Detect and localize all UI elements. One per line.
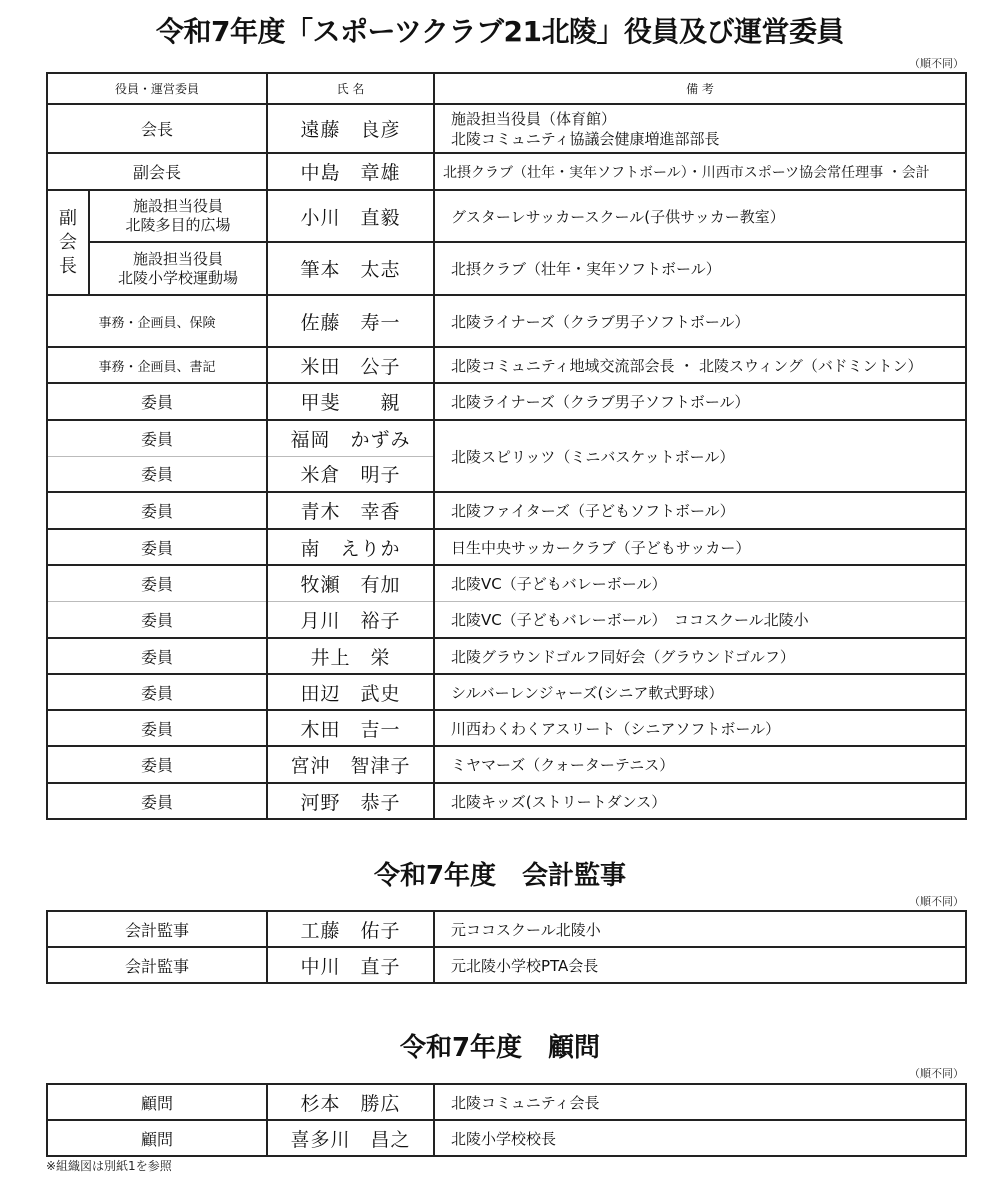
name-cell: 中川 直子 <box>267 947 434 983</box>
name-cell: 杉本 勝広 <box>267 1084 434 1120</box>
name-cell: 牧瀬 有加 <box>267 565 434 601</box>
vice-label-char: 長 <box>59 255 77 277</box>
remarks-cell: 元北陵小学校PTA会長 <box>434 947 966 983</box>
order-note: （順不同） <box>909 895 964 908</box>
role-cell: 委員 <box>47 456 267 492</box>
name-cell: 工藤 佑子 <box>267 911 434 947</box>
role-cell: 委員 <box>47 638 267 674</box>
role-cell: 委員 <box>47 783 267 819</box>
table-row-member <box>47 601 966 638</box>
role-cell: 委員 <box>47 746 267 783</box>
header-remarks: 備 考 <box>434 73 966 104</box>
name-cell: 小川 直毅 <box>267 190 434 242</box>
vice-group-label <box>47 190 89 295</box>
vice-label-char: 会 <box>59 231 77 253</box>
remarks-cell: 北陵ライナーズ（クラブ男子ソフトボール） <box>434 295 966 347</box>
role-cell: 顧問 <box>47 1120 267 1156</box>
name-cell: 喜多川 昌之 <box>267 1120 434 1156</box>
table-row-member <box>47 674 966 710</box>
name-cell: 田辺 武史 <box>267 674 434 710</box>
remarks-cell: 元ココスクール北陵小 <box>434 911 966 947</box>
remarks-cell: グスターレサッカースクール(子供サッカー教室） <box>434 190 966 242</box>
remarks-cell: 北陵VC（子どもバレーボール） <box>434 565 966 601</box>
role-cell: 委員 <box>47 383 267 420</box>
table-row-member <box>47 383 966 420</box>
remarks-cell: ミヤマーズ（クォーターテニス） <box>434 746 966 783</box>
table-row-advisor <box>47 1084 966 1120</box>
table-row-member <box>47 638 966 674</box>
remarks-cell: 北陵キッズ(ストリートダンス） <box>434 783 966 819</box>
header-role: 役員・運営委員 <box>47 73 267 104</box>
role-cell: 会計監事 <box>47 911 267 947</box>
remarks-cell: 北陵スピリッツ（ミニバスケットボール） <box>434 420 966 492</box>
role-cell <box>89 242 267 295</box>
table-row-member <box>47 710 966 746</box>
role-cell: 委員 <box>47 529 267 565</box>
name-cell: 遠藤 良彦 <box>267 104 434 153</box>
advisors-table <box>46 1083 967 1157</box>
table-row-member <box>47 529 966 565</box>
table-row-member <box>47 565 966 601</box>
role-cell: 委員 <box>47 710 267 746</box>
officers-table <box>46 72 967 820</box>
remarks-cell: 川西わくわくアスリート（シニアソフトボール） <box>434 710 966 746</box>
table-row-member <box>47 420 966 456</box>
table-row-vice-president <box>47 153 966 190</box>
remarks-line: 北陵コミュニティ協議会健康増進部部長 <box>451 129 720 148</box>
remarks-cell: 北摂クラブ（壮年・実年ソフトボール）・川西市スポーツ協会常任理事 ・会計 <box>434 153 966 190</box>
remarks-cell: 北陵コミュニティ会長 <box>434 1084 966 1120</box>
page-title: 令和7年度「スポーツクラブ21北陵」役員及び運営委員 <box>155 15 845 48</box>
remarks-cell: 北陵グラウンドゴルフ同好会（グラウンドゴルフ） <box>434 638 966 674</box>
role-cell: 会長 <box>47 104 267 153</box>
name-cell: 井上 栄 <box>267 638 434 674</box>
role-line: 北陵小学校運動場 <box>118 268 239 287</box>
remarks-cell: 北陵コミュニティ地域交流部会長 ・ 北陵スウィング（バドミントン） <box>434 347 966 383</box>
role-cell: 委員 <box>47 674 267 710</box>
audit-title: 令和7年度 会計監事 <box>373 861 627 891</box>
name-cell: 河野 恭子 <box>267 783 434 819</box>
remarks-line: 施設担当役員（体育館） <box>451 109 617 128</box>
remarks-cell: 北陵小学校校長 <box>434 1120 966 1156</box>
role-cell <box>89 190 267 242</box>
table-row-audit <box>47 911 966 947</box>
remarks-cell: 北陵ライナーズ（クラブ男子ソフトボール） <box>434 383 966 420</box>
remarks-cell: 北陵VC（子どもバレーボール） ココスクール北陵小 <box>434 601 966 638</box>
role-cell: 委員 <box>47 420 267 456</box>
table-row-vice-1 <box>47 190 966 242</box>
table-row-member <box>47 783 966 819</box>
table-row-office <box>47 295 966 347</box>
table-row-vice-2 <box>47 242 966 295</box>
header-row <box>47 73 966 104</box>
remarks-cell: 北摂クラブ（壮年・実年ソフトボール） <box>434 242 966 295</box>
name-cell: 中島 章雄 <box>267 153 434 190</box>
role-cell: 事務・企画員、保険 <box>47 295 267 347</box>
name-cell: 佐藤 寿一 <box>267 295 434 347</box>
role-cell: 副会長 <box>47 153 267 190</box>
audit-table <box>46 910 967 984</box>
table-row-member <box>47 492 966 529</box>
name-cell: 南 えりか <box>267 529 434 565</box>
advisors-title: 令和7年度 顧問 <box>399 1033 601 1063</box>
name-cell: 木田 吉一 <box>267 710 434 746</box>
header-name: 氏 名 <box>267 73 434 104</box>
table-row-office <box>47 347 966 383</box>
table-row-member <box>47 746 966 783</box>
role-line: 北陵多目的広場 <box>125 216 231 234</box>
footnote: ※組織図は別紙1を参照 <box>46 1159 172 1173</box>
name-cell: 月川 裕子 <box>267 601 434 638</box>
name-cell: 米倉 明子 <box>267 456 434 492</box>
role-line: 施設担当役員 <box>133 249 224 268</box>
name-cell: 筆本 太志 <box>267 242 434 295</box>
remarks-cell: 日生中央サッカークラブ（子どもサッカー） <box>434 529 966 565</box>
remarks-cell <box>434 104 966 153</box>
remarks-cell: シルバーレンジャーズ(シニア軟式野球） <box>434 674 966 710</box>
table-row-president <box>47 104 966 153</box>
role-cell: 委員 <box>47 601 267 638</box>
table-row-advisor <box>47 1120 966 1156</box>
name-cell: 青木 幸香 <box>267 492 434 529</box>
vice-label-char: 副 <box>59 207 77 229</box>
role-cell: 会計監事 <box>47 947 267 983</box>
order-note: （順不同） <box>909 57 964 70</box>
name-cell: 米田 公子 <box>267 347 434 383</box>
role-cell: 顧問 <box>47 1084 267 1120</box>
order-note: （順不同） <box>909 1067 964 1080</box>
role-cell: 委員 <box>47 492 267 529</box>
remarks-cell: 北陵ファイターズ（子どもソフトボール） <box>434 492 966 529</box>
name-cell: 宮沖 智津子 <box>267 746 434 783</box>
role-cell: 事務・企画員、書記 <box>47 347 267 383</box>
table-row-audit <box>47 947 966 983</box>
name-cell: 甲斐 親 <box>267 383 434 420</box>
role-line: 施設担当役員 <box>133 197 224 215</box>
role-cell: 委員 <box>47 565 267 601</box>
name-cell: 福岡 かずみ <box>267 420 434 456</box>
